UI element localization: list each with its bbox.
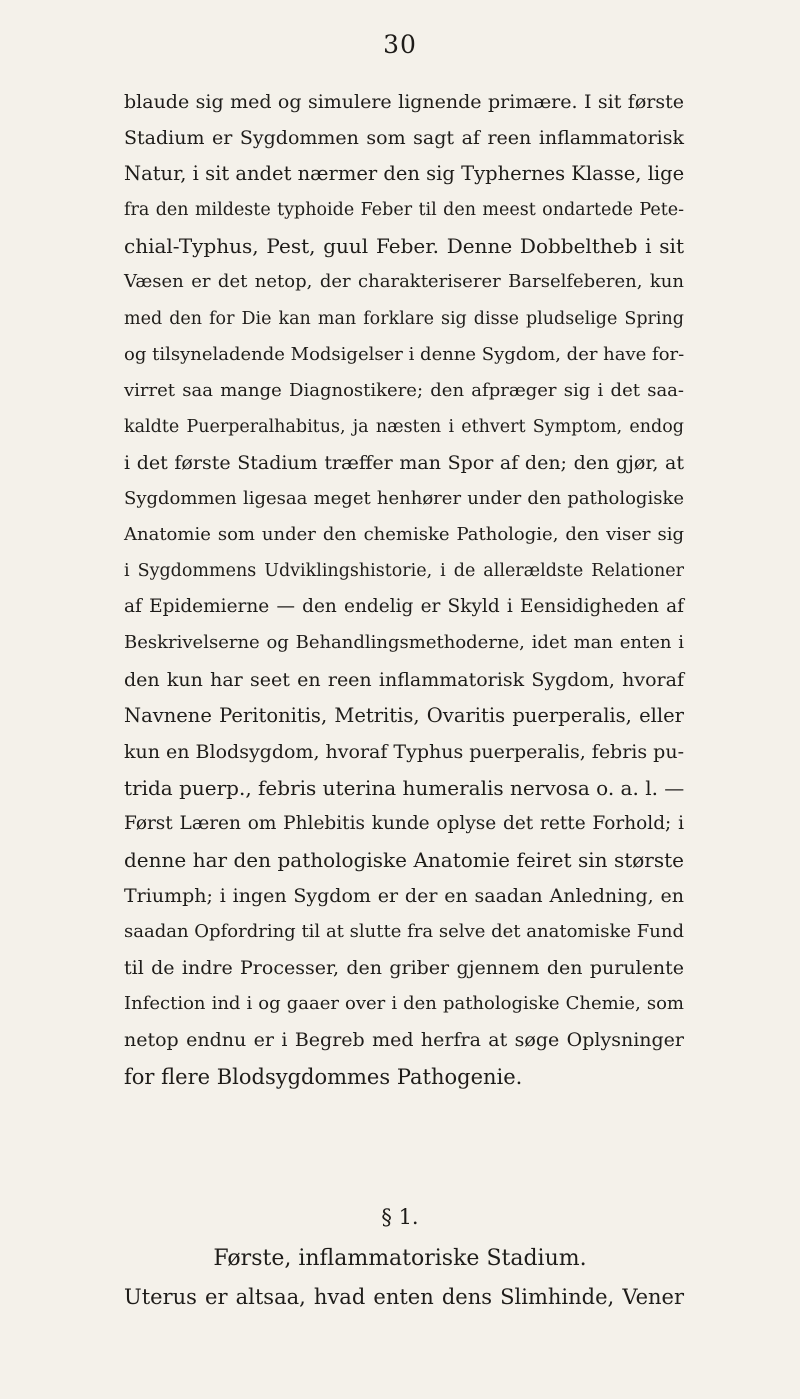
paragraph-line: af Epidemierne — den endelig er Skyld i Eensidigheden af [124,596,684,618]
paragraph-line: blaude sig med og simulere lignende primære. I sit første [124,91,684,113]
paragraph-line: kaldte Puerperalhabitus, ja næsten i ethvert Symptom, endog [124,416,684,437]
section-heading: Første, inflammatoriske Stadium. [213,1246,587,1271]
paragraph-line: i det første Stadium træffer man Spor af den; den gjør, at [124,451,684,474]
paragraph-line: Først Læren om Phlebitis kunde oplyse det rette Forhold; i [124,812,684,834]
paragraph-line: denne har den pathologiske Anatomie feiret sin største [124,847,684,872]
paragraph-line: Natur, i sit andet nærmer den sig Typhernes Klasse, lige [124,162,685,186]
paragraph-line: Stadium er Sygdommen som sagt af reen inflammatorisk [124,127,684,150]
paragraph-line: med den for Die kan man forklare sig disse pludselige Spring [124,308,684,329]
section-number: § 1. [381,1205,419,1229]
paragraph-line: Infection ind i og gaaer over i den pathologiske Chemie, som [124,993,684,1015]
paragraph-line: i Sygdommens Udviklingshistorie, i de allerældste Relationer [124,561,684,582]
paragraph-line: virret saa mange Diagnostikere; den afpræger sig i det saa- [124,379,684,401]
paragraph-line: Navnene Peritonitis, Metritis, Ovaritis puerperalis, eller [124,703,684,727]
paragraph-line: netop endnu er i Begreb med herfra at søge Oplysninger [124,1029,684,1052]
paragraph-line: chial-Typhus, Pest, guul Feber. Denne Dobbeltheb i sit [124,234,684,259]
paragraph-line: kun en Blodsygdom, hvoraf Typhus puerperalis, febris pu- [124,740,684,763]
paragraph-line: Uterus er altsaa, hvad enten dens Slimhinde, Vener [124,1285,684,1309]
paragraph-line: Sygdommen ligesaa meget henhører under den pathologiske [124,488,684,510]
paragraph-line: Væsen er det netop, der charakteriserer Barselfeberen, kun [124,271,684,293]
paragraph-line: og tilsyneladende Modsigelser i denne Sygdom, der have for- [124,343,685,365]
paragraph-line: til de indre Processer, den griber gjennem den purulente [124,957,684,980]
paragraph-line: Triumph; i ingen Sygdom er der en saadan Anledning, en [124,885,684,908]
paragraph [124,84,684,1095]
paragraph-line: Anatomie som under den chemiske Pathologie, den viser sig [124,524,684,546]
paragraph-line: Beskrivelserne og Behandlingsmethoderne, idet man enten i [124,632,684,654]
paragraph-line: den kun har seet en reen inflammatorisk Sygdom, hvoraf [124,668,684,691]
page-number: 30 [383,30,417,59]
paragraph-line: for flere Blodsygdommes Pathogenie. [124,1064,523,1089]
paragraph-line: trida puerp., febris uterina humeralis nervosa o. a. l. — [124,775,685,800]
paragraph-line: saadan Opfordring til at slutte fra selve det anatomiske Fund [124,921,684,943]
paragraph-line: fra den mildeste typhoide Feber til den meest ondartede Pete- [124,200,684,221]
